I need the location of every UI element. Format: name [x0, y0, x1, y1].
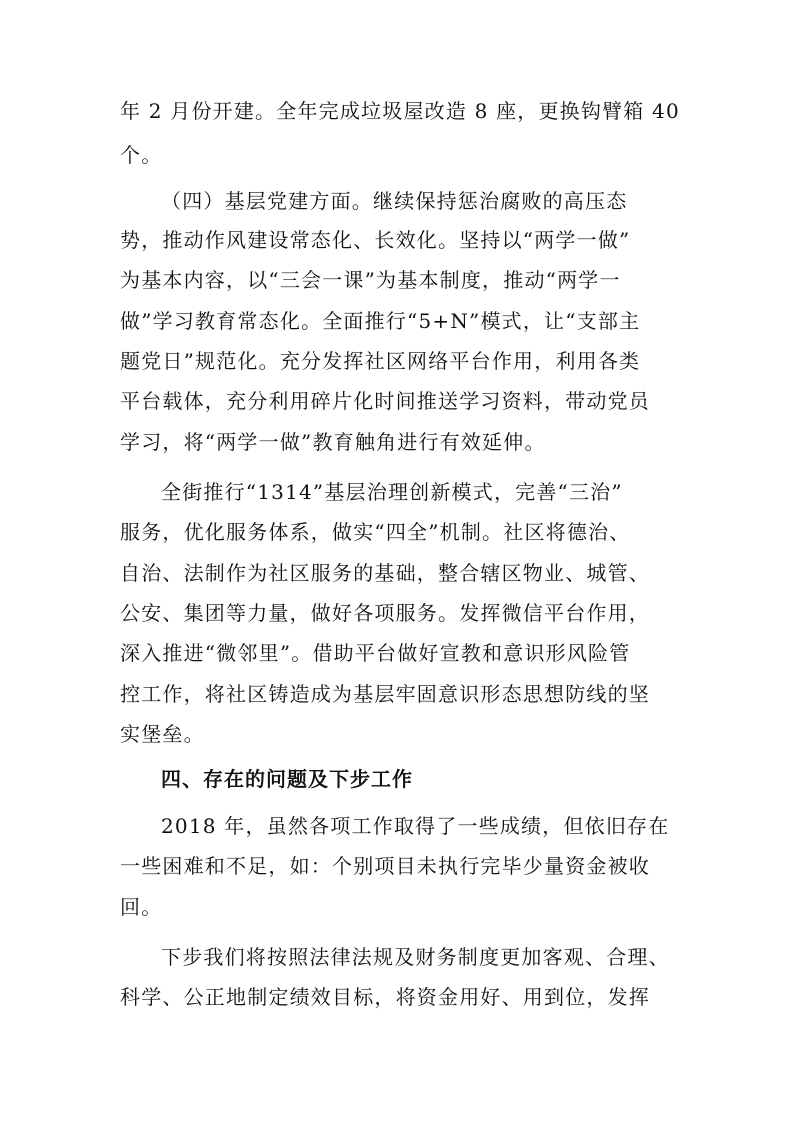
- text-line: 回。: [120, 895, 163, 919]
- section-four-paragraph-line: （四）基层党建方面。继续保持惩治腐败的高压态: [161, 189, 628, 213]
- text-line: 公安、集团等力量，做好各项服务。发挥微信平台作用，: [120, 601, 650, 625]
- text-line: 势，推动作风建设常态化、长效化。坚持以“两学一做”: [120, 228, 631, 252]
- text-line: 题党日”规范化。充分发挥社区网络平台作用，利用各类: [120, 349, 641, 373]
- text-line: 深入推进“微邻里”。借助平台做好宣教和意识形风险管: [120, 641, 631, 665]
- text-line: 平台载体，充分利用碎片化时间推送学习资料，带动党员: [120, 389, 650, 413]
- text-line: 做”学习教育常态化。全面推行“5+N”模式，让“支部主: [120, 309, 641, 333]
- paragraph-first-line: 全街推行“1314”基层治理创新模式，完善“三治”: [161, 480, 623, 504]
- text-line: 年 2 月份开建。全年完成垃圾屋改造 8 座，更换钩臂箱 40: [120, 99, 680, 123]
- text-line: 为基本内容，以“三会一课”为基本制度，推动“两学一: [120, 268, 621, 292]
- text-line: 服务，优化服务体系，做实“四全”机制。社区将德治、: [120, 520, 631, 544]
- text-line: 一些困难和不足，如：个别项目未执行完毕少量资金被收: [120, 854, 650, 878]
- section-heading: 四、存在的问题及下步工作: [161, 767, 413, 791]
- paragraph-first-line: 2018 年，虽然各项工作取得了一些成绩，但依旧存在: [161, 814, 670, 838]
- text-line: 个。: [120, 143, 163, 167]
- text-line: 控工作，将社区铸造成为基层牢固意识形态思想防线的坚: [120, 682, 650, 706]
- text-line: 科学、公正地制定绩效目标，将资金用好、用到位，发挥: [120, 985, 650, 1009]
- text-line: 实堡垒。: [120, 722, 205, 746]
- text-line: 自治、法制作为社区服务的基础，整合辖区物业、城管、: [120, 561, 650, 585]
- text-line: 学习，将“两学一做”教育触角进行有效延伸。: [120, 430, 546, 454]
- paragraph-first-line: 下步我们将按照法律法规及财务制度更加客观、合理、: [161, 945, 670, 969]
